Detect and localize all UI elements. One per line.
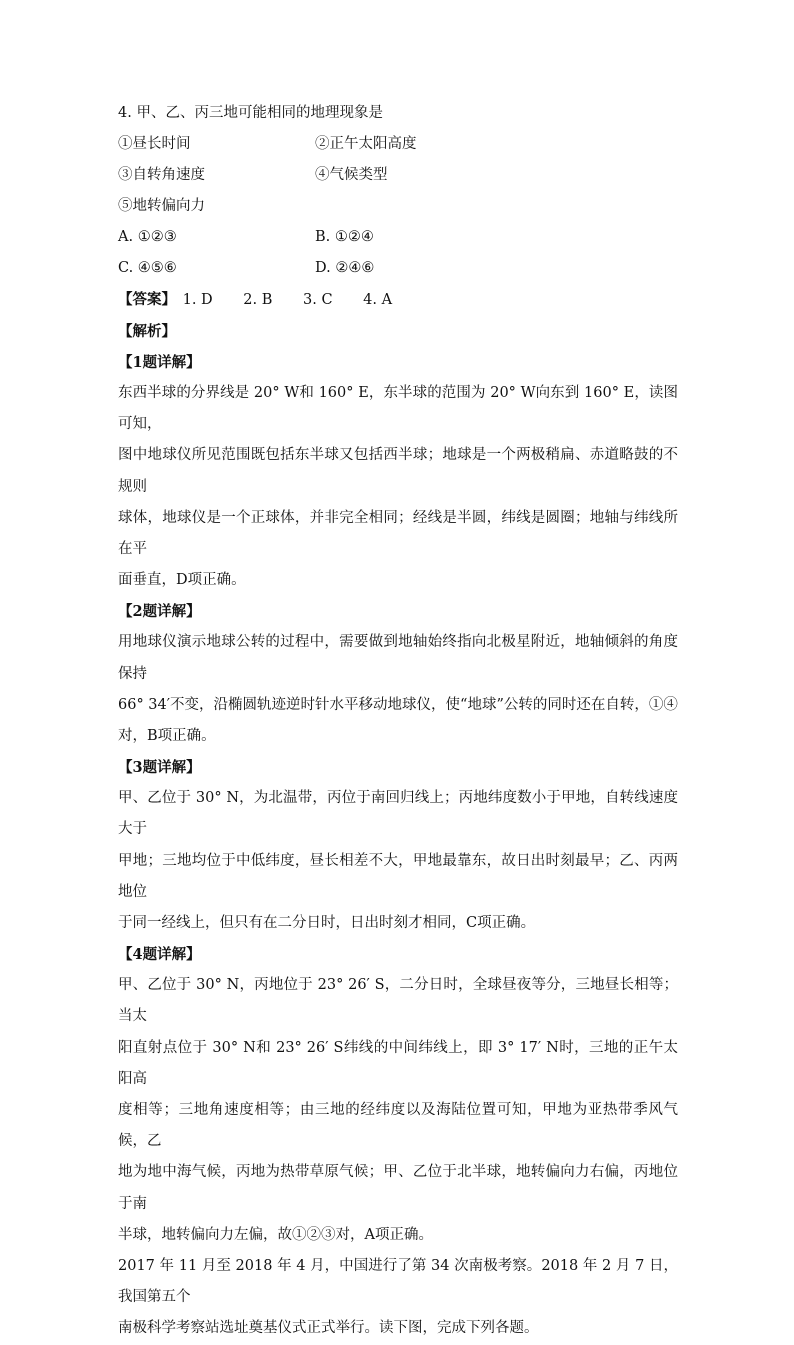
answer-1: 1. D (182, 292, 213, 308)
answer-3: 3. C (303, 292, 333, 308)
question-4-stem: 4. 甲、乙、丙三地可能相同的地理现象是 (118, 105, 383, 121)
section-3-body (118, 783, 678, 939)
item-2: ②正午太阳高度 (315, 136, 417, 152)
options-row-1 (118, 222, 678, 253)
options-row-2 (118, 253, 678, 284)
section-2-heading: 【2题详解】 (118, 603, 201, 621)
section-1-line: 球体，地球仪是一个正球体，并非完全相同；经线是半圆，纬线是圆圈；地轴与纬线所在平 (118, 509, 678, 558)
section-1-heading: 【1题详解】 (118, 354, 201, 371)
option-d: D. ②④⑥ (315, 260, 375, 276)
question-4-items-row-2 (118, 160, 678, 191)
section-1-line: 东西半球的分界线是 20° W和 160° E，东半球的范围为 20° W向东到 160° E，读图可知， (118, 385, 678, 433)
option-a: A. ①②③ (118, 229, 177, 245)
section-4-body (118, 970, 678, 1251)
section-2-body (118, 627, 678, 752)
section-4-line: 甲、乙位于 30° N，丙地位于 23° 26′ S，二分日时，全球昼夜等分，三地昼长相等；当太 (118, 977, 678, 1025)
answer-2: 2. B (243, 292, 273, 308)
intro-line: 南极科学考察站选址奠基仪式正式举行。读下图，完成下列各题。 (118, 1320, 539, 1337)
section-4-line: 地为地中海气候，丙地为热带草原气候；甲、乙位于北半球，地转偏向力右偏，丙地位于南 (118, 1164, 678, 1212)
section-3-line: 于同一经线上，但只有在二分日时，日出时刻才相同，C项正确。 (118, 915, 536, 932)
section-1-line: 图中地球仪所见范围既包括东半球又包括西半球；地球是一个两极稍扁、赤道略鼓的不规则 (118, 447, 678, 495)
section-1-line: 面垂直，D项正确。 (118, 572, 246, 589)
section-2-line: 66° 34′不变，沿椭圆轨迹逆时针水平移动地球仪，使“地球”公转的同时还在自转，①④ (118, 696, 678, 713)
item-4: ④气候类型 (315, 167, 388, 183)
section-3-line: 甲、乙位于 30° N，为北温带，丙位于南回归线上；丙地纬度数小于甲地，自转线速度大于 (118, 790, 678, 838)
item-3: ③自转角速度 (118, 167, 205, 183)
question-4-items-row-1 (118, 129, 678, 160)
option-c: C. ④⑤⑥ (118, 260, 177, 276)
answer-4: 4. A (363, 292, 393, 308)
section-4-line: 半球，地转偏向力左偏，故①②③对，A项正确。 (118, 1226, 433, 1243)
section-4-heading: 【4题详解】 (118, 946, 201, 964)
section-2-line: 用地球仪演示地球公转的过程中，需要做到地轴始终指向北极星附近，地轴倾斜的角度保持 (118, 634, 678, 682)
section-2-line: 对，B项正确。 (118, 728, 216, 745)
section-1-body (118, 378, 678, 596)
section-3-heading: 【3题详解】 (118, 759, 201, 777)
next-questions-intro (118, 1251, 678, 1345)
answer-label: 【答案】 (118, 291, 176, 308)
option-b: B. ①②④ (315, 229, 374, 245)
analysis-label: 【解析】 (118, 323, 176, 340)
section-4-line: 度相等；三地角速度相等；由三地的经纬度以及海陆位置可知，甲地为亚热带季风气候，乙 (118, 1102, 678, 1150)
intro-line: 2017 年 11 月至 2018 年 4 月，中国进行了第 34 次南极考察。2018 年 2 月 7 日，我国第五个 (118, 1258, 678, 1306)
answer-line (118, 284, 678, 316)
section-4-line: 阳直射点位于 30° N和 23° 26′ S纬线的中间纬线上，即 3° 17′ N时，三地的正午太阳高 (118, 1039, 678, 1087)
item-1: ①昼长时间 (118, 136, 191, 152)
section-3-line: 甲地；三地均位于中低纬度，昼长相差不大，甲地最靠东，故日出时刻最早；乙、丙两地位 (118, 852, 678, 900)
item-5: ⑤地转偏向力 (118, 198, 205, 214)
document-page (118, 98, 678, 1345)
